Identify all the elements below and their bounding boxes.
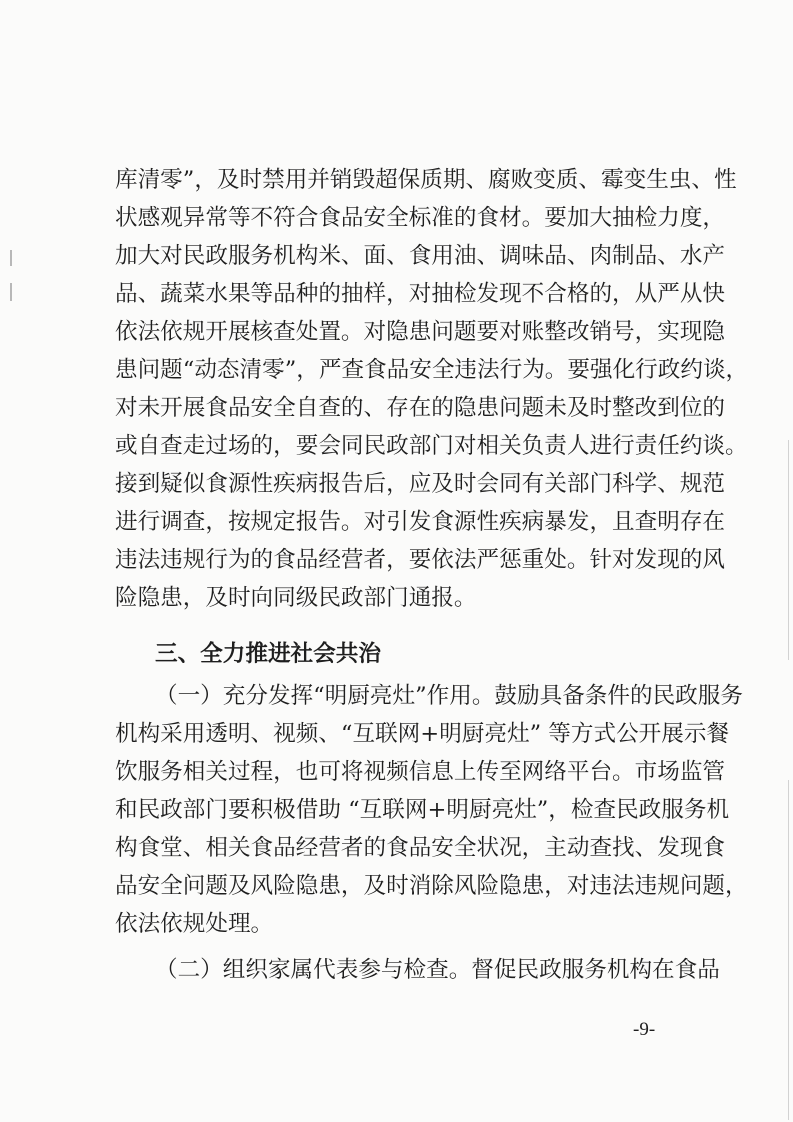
text-line: 进行调查，按规定报告。对引发食源性疾病暴发，且查明存在 xyxy=(115,509,726,535)
text-line: 接到疑似食源性疾病报告后，应及时会同有关部门科学、规范 xyxy=(115,471,726,497)
text-line: 品、蔬菜水果等品种的抽样，对抽检发现不合格的，从严从快 xyxy=(115,281,726,307)
scan-artifact xyxy=(10,283,12,301)
text-line: 患问题“动态清零”，严查食品安全违法行为。要强化行政约谈， xyxy=(115,357,749,383)
scan-edge-artifact xyxy=(788,780,789,1120)
text-line: 对未开展食品安全自查的、存在的隐患问题未及时整改到位的 xyxy=(115,395,726,421)
text-line: 依法依规开展核查处置。对隐患问题要对账整改销号，实现隐 xyxy=(115,319,726,345)
section-heading: 三、全力推进社会共治 xyxy=(155,641,381,667)
text-line: 或自查走过场的，要会同民政部门对相关负责人进行责任约谈。 xyxy=(115,433,748,459)
text-line: 库清零”，及时禁用并销毁超保质期、腐败变质、霉变生虫、性 xyxy=(115,167,737,193)
text-line: （二）组织家属代表参与检查。督促民政服务机构在食品 xyxy=(155,957,720,983)
text-line: （一）充分发挥“明厨亮灶”作用。鼓励具备条件的民政服务 xyxy=(155,683,743,709)
text-line: 状感观异常等不符合食品安全标准的食材。要加大抽检力度， xyxy=(115,205,726,231)
text-line: 构食堂、相关食品经营者的食品安全状况，主动查找、发现食 xyxy=(115,835,726,861)
text-line: 机构采用透明、视频、“互联网+明厨亮灶” 等方式公开展示餐 xyxy=(115,721,730,747)
scan-edge-artifact xyxy=(788,440,789,660)
text-line: 加大对民政服务机构米、面、食用油、调味品、肉制品、水产 xyxy=(115,243,726,269)
text-line: 依法依规处理。 xyxy=(115,911,274,937)
text-line: 饮服务相关过程，也可将视频信息上传至网络平台。市场监管 xyxy=(115,759,726,785)
scan-artifact xyxy=(10,250,12,266)
page-number: -9- xyxy=(633,1019,656,1040)
text-line: 和民政部门要积极借助 “互联网+明厨亮灶”，检查民政服务机 xyxy=(115,797,730,823)
text-line: 违法违规行为的食品经营者，要依法严惩重处。针对发现的风 xyxy=(115,547,726,573)
text-line: 险隐患，及时向同级民政部门通报。 xyxy=(115,585,477,611)
text-line: 品安全问题及风险隐患，及时消除风险隐患，对违法违规问题， xyxy=(115,873,748,899)
